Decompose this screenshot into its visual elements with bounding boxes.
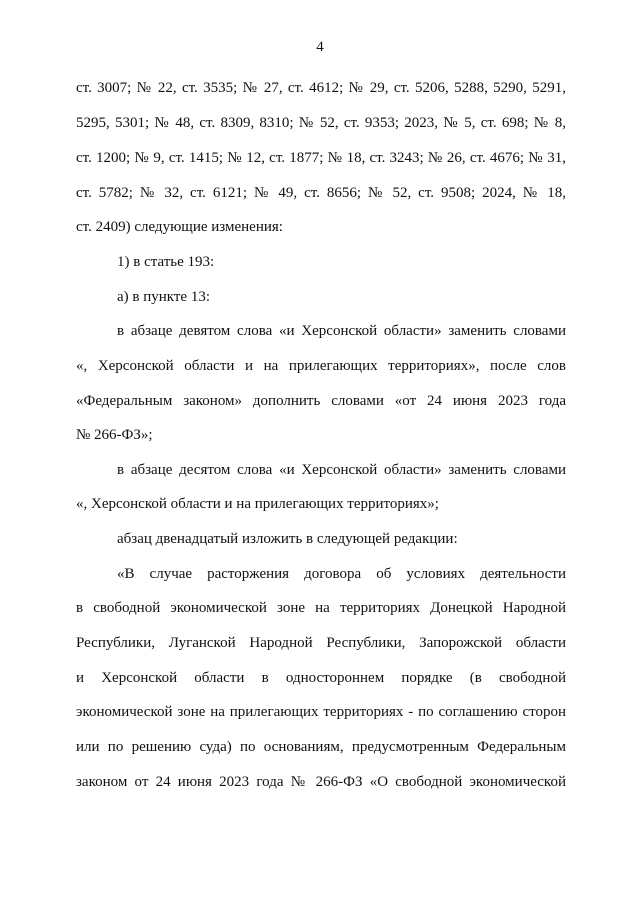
text-line: 1) в статье 193: <box>117 254 215 270</box>
text-line: в свободной экономической зоне на территориях Донецкой Народной <box>76 600 566 616</box>
page-number: 4 <box>316 39 324 55</box>
text-line: в абзаце девятом слова «и Херсонской области» заменить словами <box>117 323 566 339</box>
text-line: № 266-ФЗ»; <box>76 427 153 443</box>
text-line: а) в пункте 13: <box>117 289 211 305</box>
text-line: в абзаце десятом слова «и Херсонской области» заменить словами <box>117 462 566 478</box>
text-line: ст. 5782; № 32, ст. 6121; № 49, ст. 8656; № 52, ст. 9508; 2024, № 18, <box>76 185 566 201</box>
text-line: и Херсонской области в одностороннем порядке (в свободной <box>76 670 566 686</box>
text-line: ст. 3007; № 22, ст. 3535; № 27, ст. 4612; № 29, ст. 5206, 5288, 5290, 5291, <box>76 80 566 96</box>
text-line: законом от 24 июня 2023 года № 266-ФЗ «О свободной экономической <box>76 774 566 790</box>
text-line: абзац двенадцатый изложить в следующей редакции: <box>117 531 458 547</box>
text-line: ст. 2409) следующие изменения: <box>76 219 283 235</box>
text-line: «, Херсонской области и на прилегающих территориях», после слов <box>76 358 566 374</box>
text-line: Республики, Луганской Народной Республики, Запорожской области <box>76 635 566 651</box>
text-line: или по решению суда) по основаниям, предусмотренным Федеральным <box>76 739 566 755</box>
text-line: «, Херсонской области и на прилегающих территориях»; <box>76 496 439 512</box>
text-line: ст. 1200; № 9, ст. 1415; № 12, ст. 1877; № 18, ст. 3243; № 26, ст. 4676; № 31, <box>76 150 566 166</box>
text-line: экономической зоне на прилегающих территориях - по соглашению сторон <box>76 704 566 720</box>
text-line: «Федеральным законом» дополнить словами «от 24 июня 2023 года <box>76 393 566 409</box>
text-line: 5295, 5301; № 48, ст. 8309, 8310; № 52, ст. 9353; 2023, № 5, ст. 698; № 8, <box>76 115 566 131</box>
text-line: «В случае расторжения договора об условиях деятельности <box>117 566 566 582</box>
